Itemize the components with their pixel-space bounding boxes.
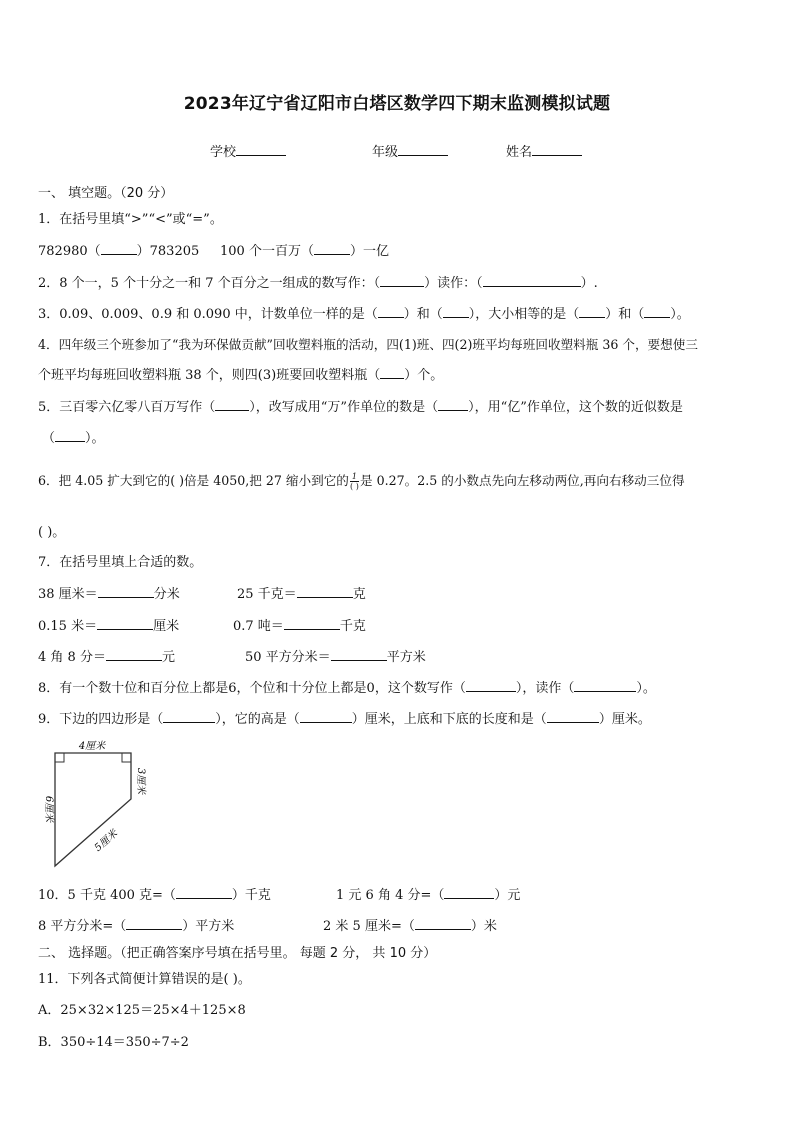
- q10b-right: ）元: [494, 888, 521, 903]
- page-title: 2023年辽宁省辽阳市白塔区数学四下期末监测模拟试题: [183, 94, 611, 114]
- q7-item-2-left: 25 千克＝: [237, 587, 297, 602]
- q11-option-a[interactable]: A．25×32×125＝25×4＋125×8: [38, 1003, 246, 1018]
- trapezoid-figure: [30, 734, 170, 874]
- q3-blank-4[interactable]: [644, 305, 670, 318]
- name-label: 姓名: [506, 145, 533, 160]
- q9-text-3: ）厘米，上底和下底的长度和是（: [351, 712, 547, 727]
- q8-blank-2[interactable]: [574, 679, 636, 692]
- q7-item-3-left: 0.15 米＝: [38, 619, 98, 634]
- q8-text-3: ）。: [636, 681, 656, 696]
- q7-item-1: [38, 583, 180, 602]
- q11-option-b[interactable]: B．350÷14＝350÷7÷2: [38, 1035, 189, 1050]
- q2-blank-2[interactable]: [483, 274, 581, 287]
- question-3: [38, 303, 690, 322]
- section-2-title: 二、 选择题。（把正确答案序号填在括号里。 每题 2 分， 共 10 分）: [38, 946, 437, 961]
- right-angle-mark-right: [122, 753, 131, 762]
- question-10d: [323, 915, 497, 934]
- q7-item-1-right: 分米: [153, 587, 180, 602]
- q4-text-1: 个班平均每班回收塑料瓶 38 个，则四(3)班要回收塑料瓶（: [38, 368, 381, 383]
- q3-blank-3[interactable]: [579, 305, 605, 318]
- q7-item-4: [233, 615, 366, 634]
- school-blank[interactable]: [236, 143, 286, 156]
- question-10a: [38, 884, 271, 903]
- question-11: 11．下列各式简便计算错误的是( )。: [38, 972, 251, 987]
- slant-side-label: 5厘米: [92, 828, 120, 854]
- q10a-right: ）千克: [231, 888, 271, 903]
- q5-blank-3[interactable]: [55, 429, 85, 442]
- q6-text-2: 是 0.27。2.5 的小数点先向左移动两位,再向右移动三位得: [359, 473, 685, 488]
- q7-item-3-blank[interactable]: [97, 617, 153, 630]
- question-4-line-1: 4．四年级三个班参加了“我为环保做贡献”回收塑料瓶的活动，四(1)班、四(2)班平均每班回收塑料瓶 36 个，要想使三: [38, 337, 698, 352]
- q7-item-4-left: 0.7 吨＝: [233, 619, 284, 634]
- q10a-left: 10．5 千克 400 克=（: [38, 888, 176, 903]
- q7-item-6-blank[interactable]: [331, 648, 387, 661]
- q7-item-5-left: 4 角 8 分＝: [38, 650, 106, 665]
- q7-item-3: [38, 615, 179, 634]
- q5-text-4: （: [42, 431, 56, 446]
- q7-item-1-blank[interactable]: [98, 585, 154, 598]
- q6-fraction: [350, 472, 359, 491]
- q9-text-2: ），它的高是（: [215, 712, 300, 727]
- q7-item-5: [38, 646, 175, 665]
- q7-item-4-right: 千克: [339, 619, 366, 634]
- q10b-blank[interactable]: [444, 886, 494, 899]
- q7-item-6: [245, 646, 426, 665]
- q3-text-1: 3．0.09、0.009、0.9 和 0.090 中，计数单位一样的是（: [38, 307, 378, 322]
- fraction-numerator: 1: [351, 472, 357, 481]
- question-8: [38, 677, 656, 696]
- grade-label: 年级: [372, 145, 399, 160]
- q1a-left: 782980（: [38, 244, 101, 259]
- section-1-title: 一、 填空题。（20 分）: [38, 186, 174, 201]
- q9-blank-1[interactable]: [163, 710, 215, 723]
- fraction-denominator[interactable]: ( ): [350, 482, 359, 491]
- q10a-blank[interactable]: [176, 886, 232, 899]
- question-10b: [336, 884, 520, 903]
- q7-item-6-left: 50 平方分米＝: [245, 650, 331, 665]
- grade-blank[interactable]: [398, 143, 448, 156]
- q1b-left: 100 个一百万（: [220, 244, 314, 259]
- question-2: [38, 272, 598, 291]
- q7-item-2-right: 克: [352, 587, 366, 602]
- school-label: 学校: [210, 145, 237, 160]
- q10d-right: ）米: [470, 919, 497, 934]
- q10c-blank[interactable]: [126, 917, 182, 930]
- q8-text-1: 8．有一个数十位和百分位上都是6，个位和十分位上都是0，这个数写作（: [38, 681, 466, 696]
- grade-field: [372, 141, 448, 160]
- q3-text-4: ）和（: [605, 307, 645, 322]
- q1a-right: ）783205: [136, 244, 200, 259]
- trapezoid-shape: [55, 753, 131, 866]
- q8-blank-1[interactable]: [466, 679, 516, 692]
- q1a-blank[interactable]: [101, 242, 137, 255]
- q1b-right: ）一亿: [349, 244, 389, 259]
- q4-blank[interactable]: [380, 366, 404, 379]
- question-6-line-1: [38, 470, 685, 491]
- q2-text-3: ）.: [580, 276, 598, 291]
- q9-text-4: ）厘米。: [598, 712, 651, 727]
- top-side-label: 4厘米: [78, 741, 106, 752]
- q10d-left: 2 米 5 厘米=（: [323, 919, 415, 934]
- q2-text-2: ）读作：（: [424, 276, 483, 291]
- q7-item-1-left: 38 厘米＝: [38, 587, 98, 602]
- q7-item-4-blank[interactable]: [284, 617, 340, 630]
- q5-text-2: ），改写成用“万”作单位的数是（: [249, 400, 439, 415]
- q10c-left: 8 平方分米=（: [38, 919, 127, 934]
- question-1b: [220, 240, 389, 259]
- question-5-line-1: [38, 396, 683, 415]
- q5-text-3: ），用“亿”作单位，这个数的近似数是: [468, 400, 683, 415]
- left-side-label: 6厘米: [43, 795, 54, 823]
- q10d-blank[interactable]: [415, 917, 471, 930]
- q7-item-2: [237, 583, 366, 602]
- q3-text-2: ）和（: [403, 307, 443, 322]
- q5-blank-1[interactable]: [215, 398, 249, 411]
- q9-blank-3[interactable]: [547, 710, 599, 723]
- q7-item-6-right: 平方米: [386, 650, 426, 665]
- q4-text-2: ）个。: [404, 368, 444, 383]
- q2-text-1: 2．8 个一，5 个十分之一和 7 个百分之一组成的数写作：（: [38, 276, 381, 291]
- question-7: 7．在括号里填上合适的数。: [38, 555, 203, 570]
- question-1a: [38, 240, 199, 259]
- question-4-line-2: [38, 364, 443, 383]
- school-field: [210, 141, 286, 160]
- q6-text-1: 6．把 4.05 扩大到它的( )倍是 4050,把 27 缩小到它的: [38, 473, 349, 488]
- q10c-right: ）平方米: [182, 919, 235, 934]
- q3-text-3: ），大小相等的是（: [468, 307, 580, 322]
- question-9: [38, 708, 651, 727]
- name-blank[interactable]: [532, 143, 582, 156]
- question-6-line-2: ( )。: [38, 525, 66, 540]
- q9-blank-2[interactable]: [300, 710, 352, 723]
- q2-blank-1[interactable]: [380, 274, 424, 287]
- q3-text-5: ）。: [670, 307, 690, 322]
- q7-item-5-right: 元: [161, 650, 175, 665]
- right-angle-mark-left: [55, 753, 64, 762]
- q7-item-2-blank[interactable]: [297, 585, 353, 598]
- question-1: 1．在括号里填“>”“<”或“=”。: [38, 212, 223, 227]
- q10b-left: 1 元 6 角 4 分=（: [336, 888, 445, 903]
- q3-blank-2[interactable]: [443, 305, 469, 318]
- right-side-label: 3厘米: [135, 767, 146, 795]
- q3-blank-1[interactable]: [378, 305, 404, 318]
- q7-item-3-right: 厘米: [153, 619, 180, 634]
- q7-item-5-blank[interactable]: [106, 648, 162, 661]
- q1b-blank[interactable]: [314, 242, 350, 255]
- question-10c: [38, 915, 234, 934]
- q5-text-1: 5．三百零六亿零八百万写作（: [38, 400, 216, 415]
- question-5-line-2: [42, 427, 105, 446]
- q9-text-1: 9．下边的四边形是（: [38, 712, 164, 727]
- name-field: [506, 141, 582, 160]
- q5-blank-2[interactable]: [438, 398, 468, 411]
- q5-text-5: ）。: [85, 431, 105, 446]
- q8-text-2: ），读作（: [515, 681, 575, 696]
